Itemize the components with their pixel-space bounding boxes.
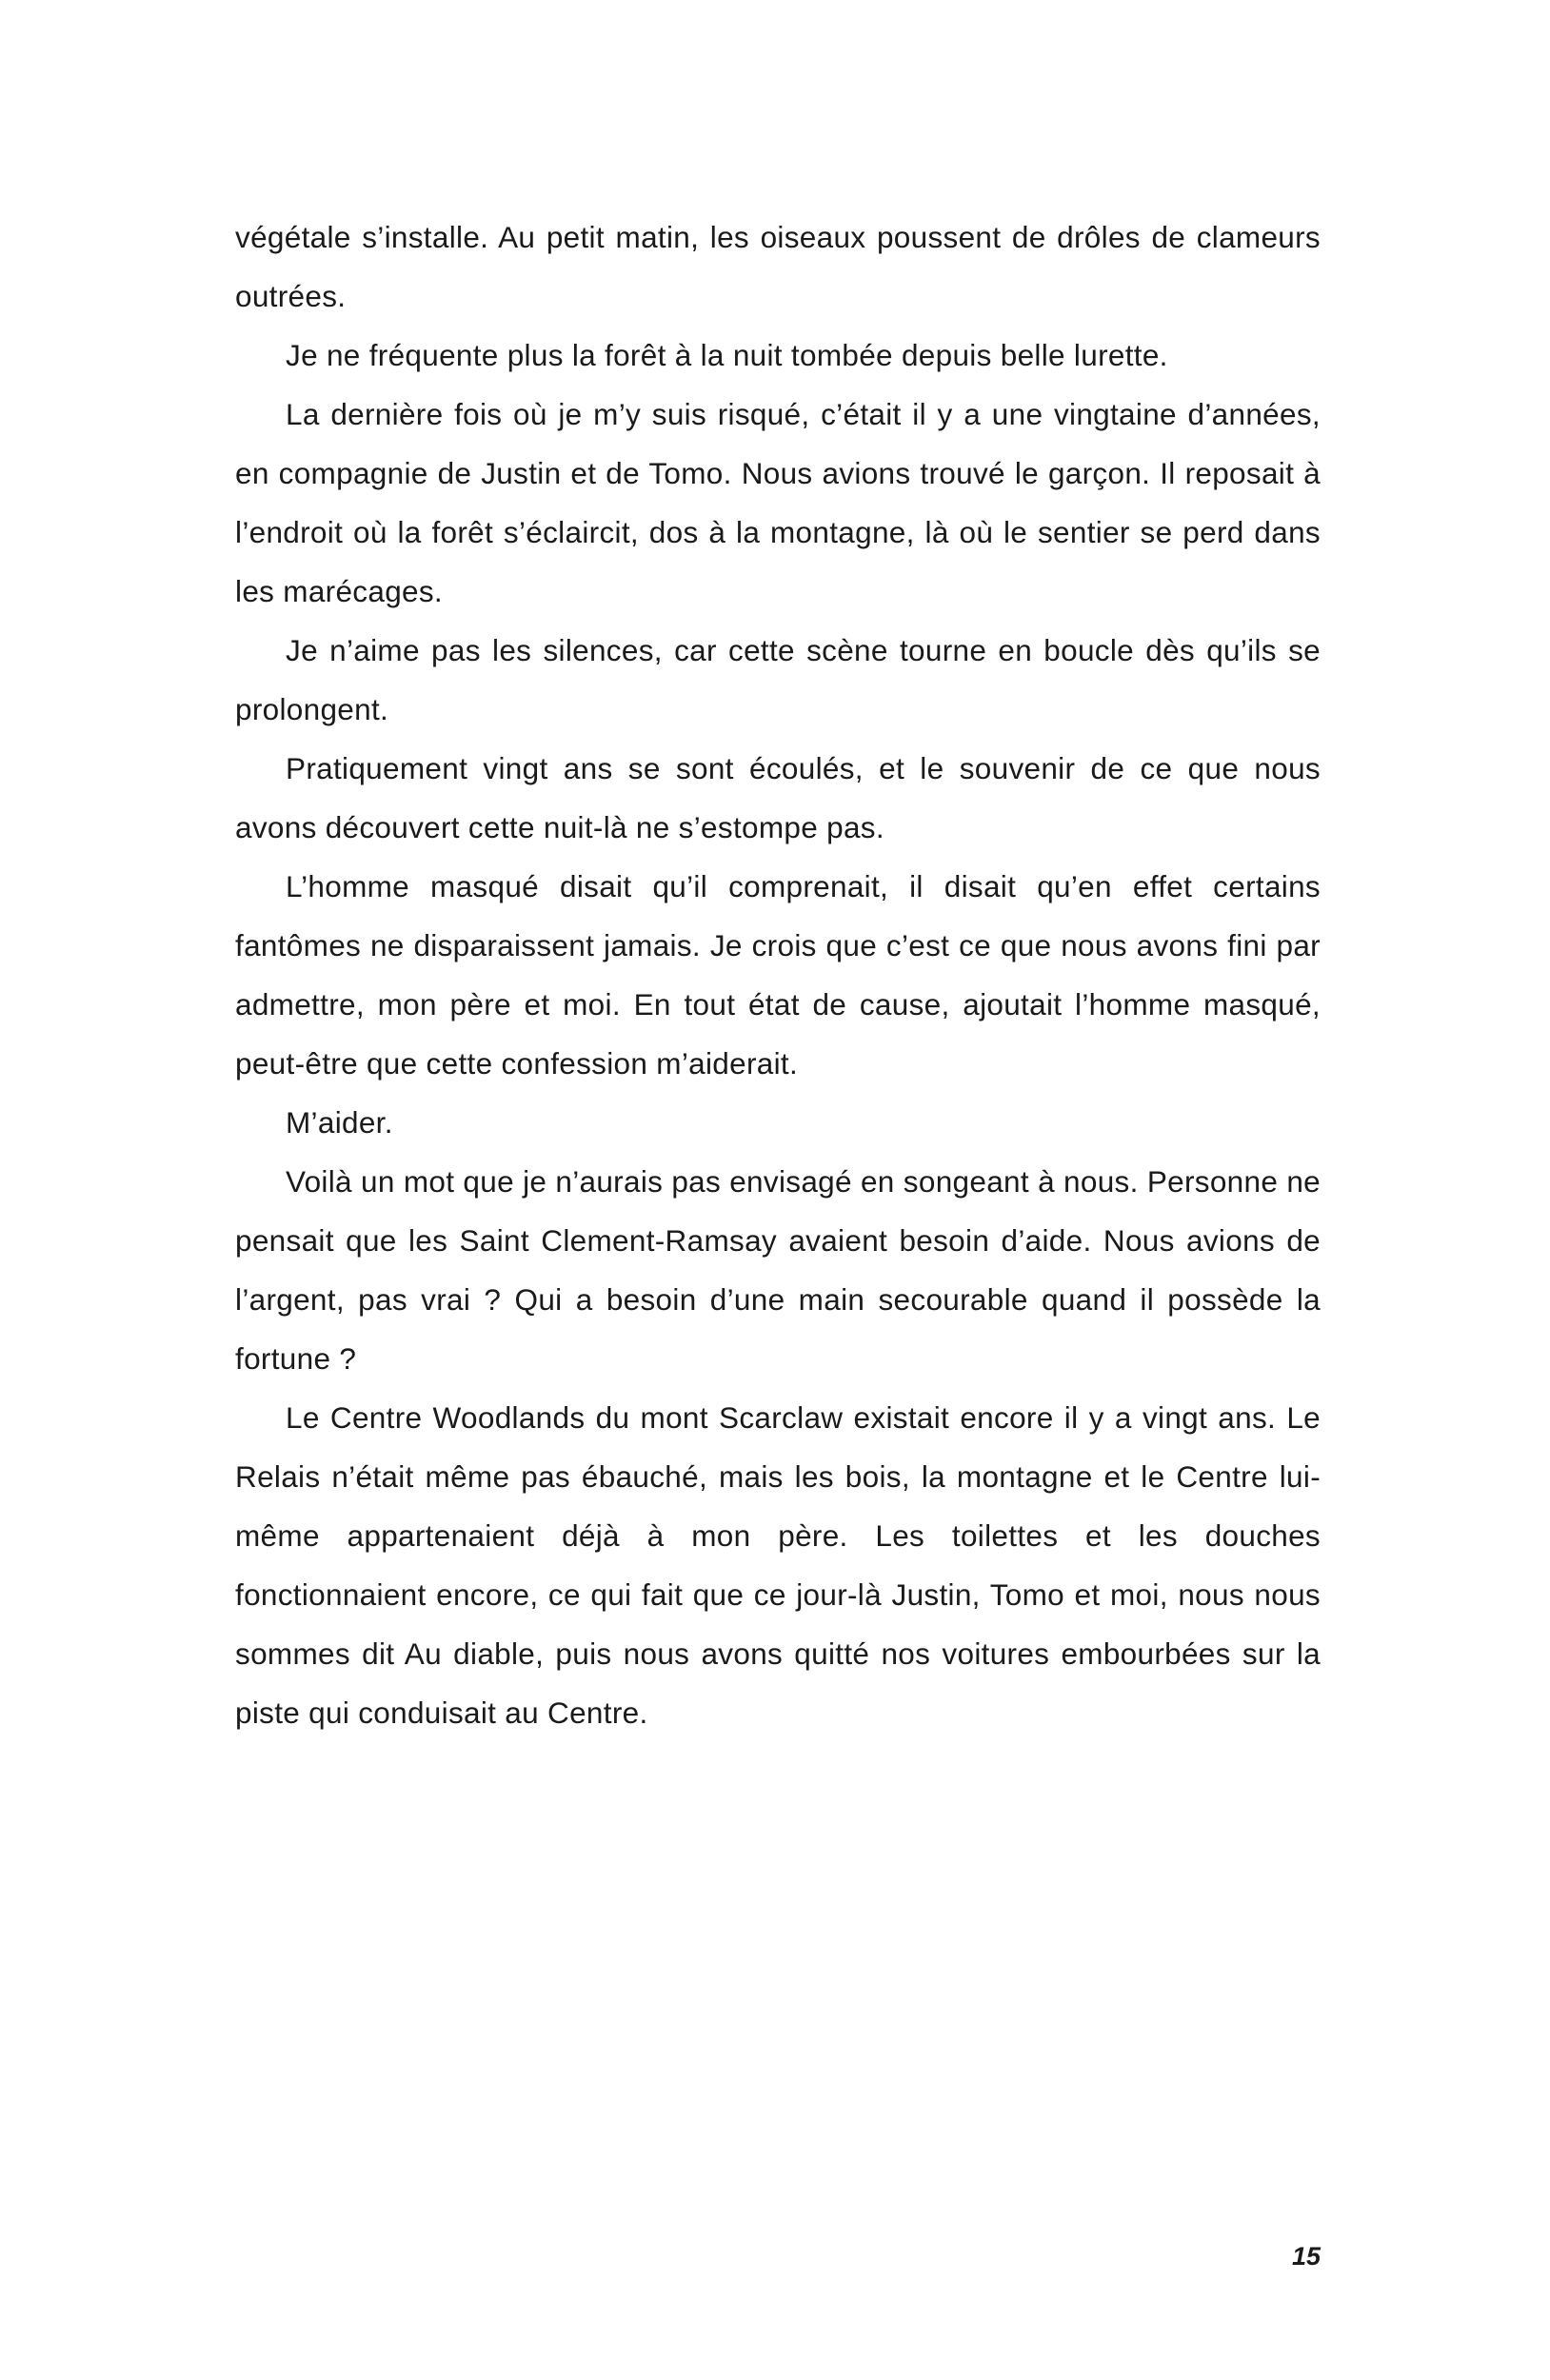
page-number: 15 bbox=[1291, 2242, 1321, 2271]
paragraph: Le Centre Woodlands du mont Scarclaw existait encore il y a vingt ans. Le Relais n’était même pas ébauché, mais les bois, la montagne et le Centre lui-même appartenaient déjà à mon père. Les toilettes et les douches fonctionnaient encore, ce qui fait que ce jour-là Justin, Tomo et moi, nous nous sommes dit Au diable, puis nous avons quitté nos voitures embourbées sur la piste qui conduisait au Centre. bbox=[235, 1400, 1321, 1730]
paragraph: végétale s’installe. Au petit matin, les oiseaux poussent de drôles de clameurs outrées. bbox=[235, 220, 1321, 313]
paragraph: M’aider. bbox=[286, 1105, 393, 1140]
paragraph: Pratiquement vingt ans se sont écoulés, et le souvenir de ce que nous avons découvert cette nuit-là ne s’estompe pas. bbox=[235, 751, 1321, 844]
paragraph: Je ne fréquente plus la forêt à la nuit tombée depuis belle lurette. bbox=[286, 338, 1168, 372]
paragraph: Voilà un mot que je n’aurais pas envisagé en songeant à nous. Personne ne pensait que les Saint Clement-Ramsay avaient besoin d’aide. Nous avions de l’argent, pas vrai ? Qui a besoin d’une main secourable quand il possède la fortune ? bbox=[235, 1164, 1321, 1376]
body-text bbox=[235, 208, 1321, 1742]
paragraph: L’homme masqué disait qu’il comprenait, il disait qu’en effet certains fantômes ne disparaissent jamais. Je crois que c’est ce que nous avons fini par admettre, mon père et moi. En tout état de cause, ajoutait l’homme masqué, peut-être que cette confession m’aiderait. bbox=[235, 869, 1321, 1081]
paragraph: Je n’aime pas les silences, car cette scène tourne en boucle dès qu’ils se prolongent. bbox=[235, 633, 1321, 726]
paragraph: La dernière fois où je m’y suis risqué, c’était il y a une vingtaine d’années, en compagnie de Justin et de Tomo. Nous avions trouvé le garçon. Il reposait à l’endroit où la forêt s’éclaircit, dos à la montagne, là où le sentier se perd dans les marécages. bbox=[235, 397, 1321, 608]
